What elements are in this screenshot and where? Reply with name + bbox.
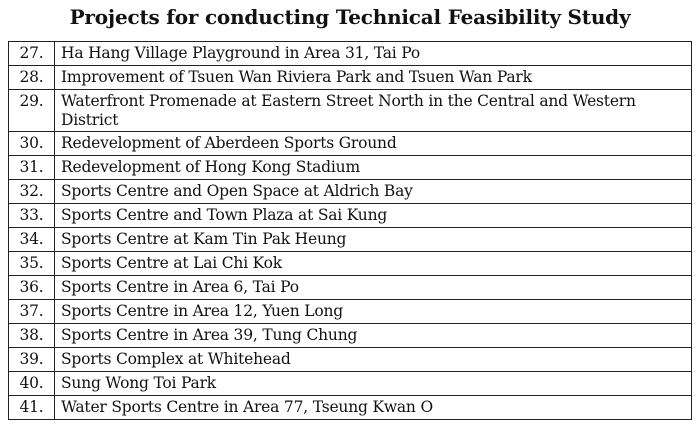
project-name: Sports Centre in Area 6, Tai Po (55, 276, 692, 300)
row-number: 29. (9, 90, 55, 132)
page-title: Projects for conducting Technical Feasibility Study (69, 5, 631, 29)
project-name: Sports Centre in Area 12, Yuen Long (55, 300, 692, 324)
row-number: 39. (9, 348, 55, 372)
project-name: Sung Wong Toi Park (55, 372, 692, 396)
table-row (9, 180, 692, 204)
table-row (9, 204, 692, 228)
table-row (9, 132, 692, 156)
row-number: 31. (9, 156, 55, 180)
project-name: Ha Hang Village Playground in Area 31, Tai Po (55, 42, 692, 66)
row-number: 27. (9, 42, 55, 66)
row-number: 37. (9, 300, 55, 324)
table-row (9, 252, 692, 276)
project-name: Sports Centre and Open Space at Aldrich Bay (55, 180, 692, 204)
project-name: Sports Centre in Area 39, Tung Chung (55, 324, 692, 348)
row-number: 36. (9, 276, 55, 300)
row-number: 35. (9, 252, 55, 276)
projects-table-body (9, 42, 692, 420)
table-row (9, 66, 692, 90)
row-number: 38. (9, 324, 55, 348)
project-name: Sports Centre at Kam Tin Pak Heung (55, 228, 692, 252)
project-name: Sports Centre and Town Plaza at Sai Kung (55, 204, 692, 228)
row-number: 30. (9, 132, 55, 156)
row-number: 40. (9, 372, 55, 396)
table-row (9, 156, 692, 180)
table-row (9, 348, 692, 372)
table-row (9, 42, 692, 66)
table-row (9, 228, 692, 252)
project-name: Redevelopment of Aberdeen Sports Ground (55, 132, 692, 156)
table-row (9, 324, 692, 348)
row-number: 34. (9, 228, 55, 252)
project-name: Redevelopment of Hong Kong Stadium (55, 156, 692, 180)
row-number: 32. (9, 180, 55, 204)
table-row (9, 396, 692, 420)
table-row (9, 300, 692, 324)
project-name: Sports Complex at Whitehead (55, 348, 692, 372)
project-name: Waterfront Promenade at Eastern Street North in the Central and Western District (55, 90, 692, 132)
table-row (9, 372, 692, 396)
table-row (9, 276, 692, 300)
project-name: Sports Centre at Lai Chi Kok (55, 252, 692, 276)
project-name: Improvement of Tsuen Wan Riviera Park and Tsuen Wan Park (55, 66, 692, 90)
project-name: Water Sports Centre in Area 77, Tseung Kwan O (55, 396, 692, 420)
table-row (9, 90, 692, 132)
row-number: 28. (9, 66, 55, 90)
row-number: 41. (9, 396, 55, 420)
projects-table (8, 41, 692, 420)
row-number: 33. (9, 204, 55, 228)
